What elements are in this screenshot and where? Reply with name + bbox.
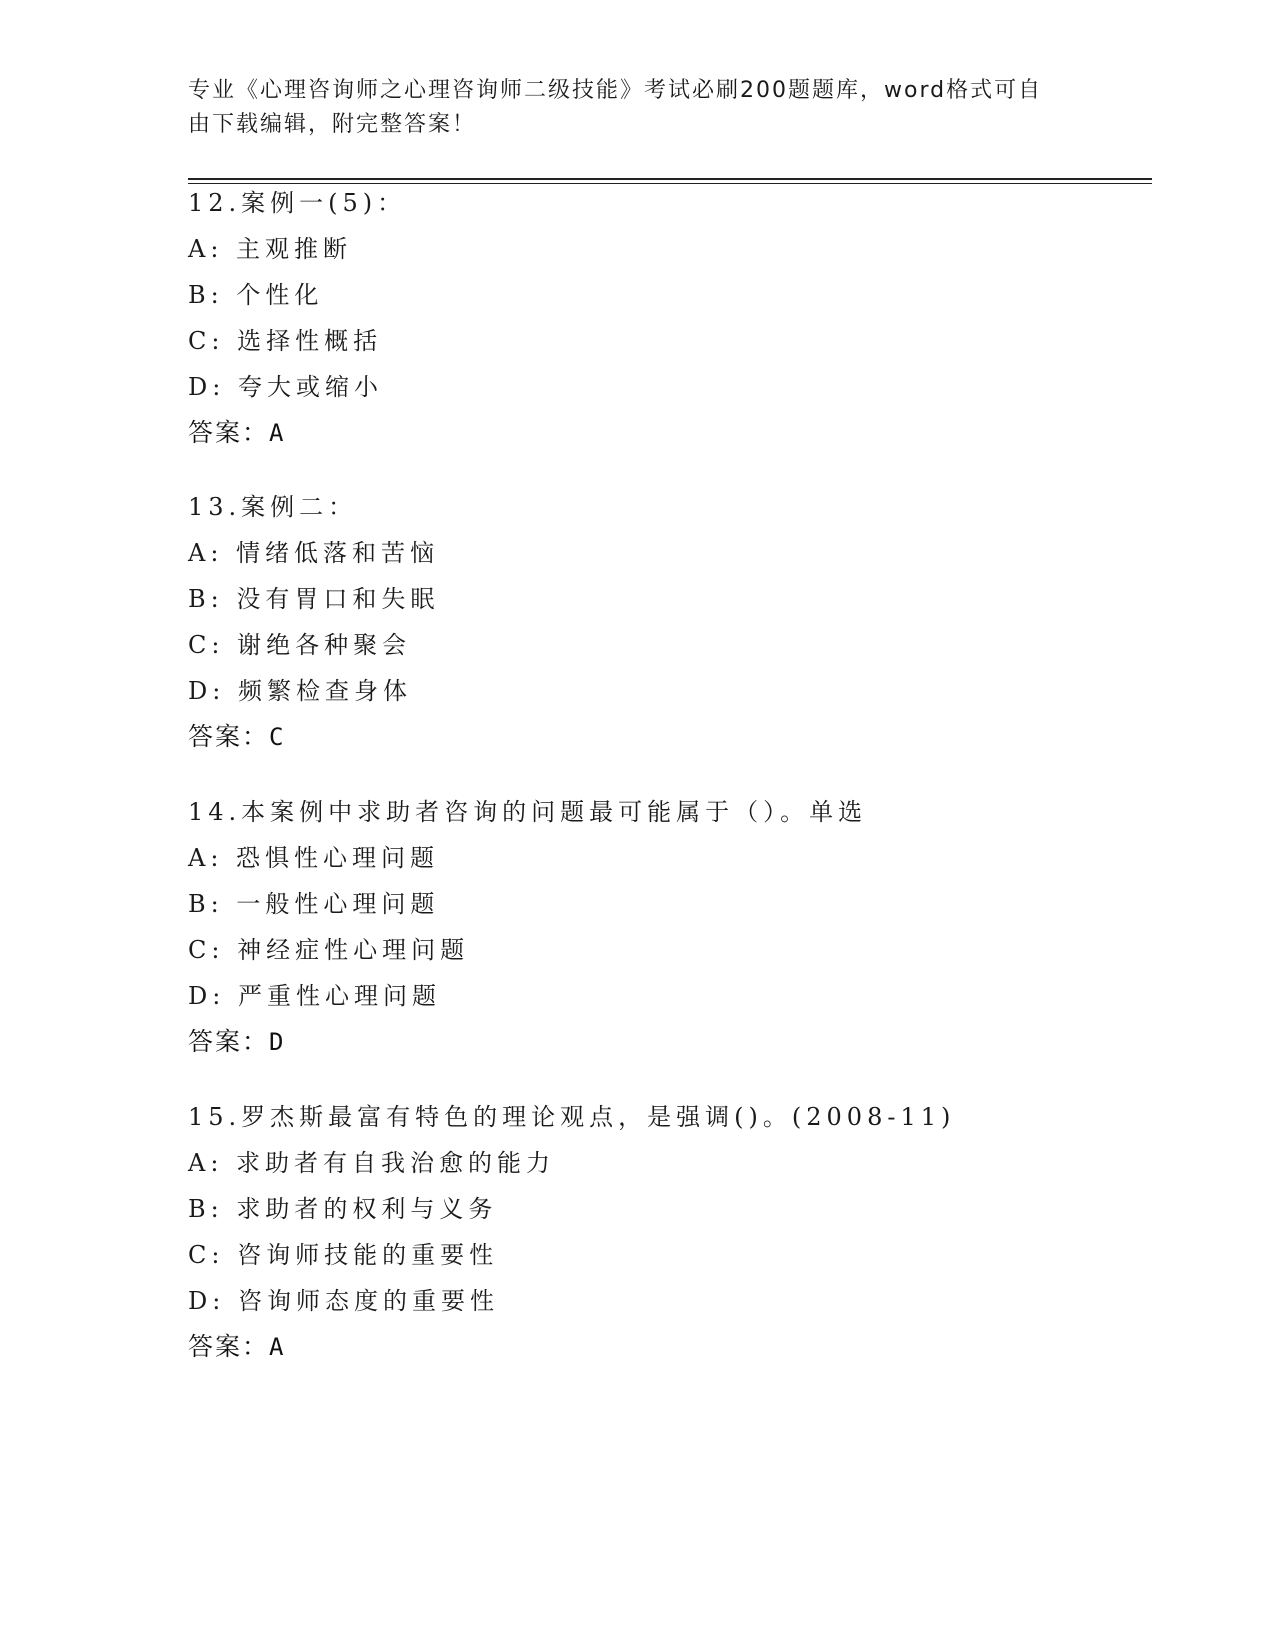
question-15 — [188, 1094, 1148, 1370]
answer-label: 答案： — [188, 418, 270, 447]
answer-value: A — [269, 419, 286, 447]
answer-line — [188, 410, 1148, 456]
answer-value: A — [269, 1333, 286, 1361]
option-c: C: 咨询师技能的重要性 — [188, 1241, 499, 1269]
option-d: D: 咨询师态度的重要性 — [188, 1287, 499, 1315]
option-c: C: 神经症性心理问题 — [188, 936, 470, 964]
answer-value: C — [269, 723, 286, 751]
answer-value: D — [269, 1028, 286, 1056]
answer-line — [188, 714, 1148, 760]
option-b: B: 一般性心理问题 — [188, 890, 440, 918]
answer-label: 答案： — [188, 722, 270, 751]
question-stem: 14.本案例中求助者咨询的问题最可能属于（）。单选 — [188, 798, 868, 826]
option-c: C: 选择性概括 — [188, 327, 383, 355]
option-b: B: 没有胃口和失眠 — [188, 585, 440, 613]
answer-line — [188, 1324, 1148, 1370]
option-d: D: 频繁检查身体 — [188, 677, 412, 705]
question-stem: 13.案例二： — [188, 493, 358, 521]
header-text-line-1: 专业《心理咨询师之心理咨询师二级技能》考试必刷200题题库，word格式可自 — [188, 78, 1043, 103]
question-stem: 12.案例一(5)： — [188, 189, 407, 217]
answer-label: 答案： — [188, 1027, 270, 1056]
document-header — [188, 74, 1068, 142]
option-a: A: 恐惧性心理问题 — [188, 844, 440, 872]
option-b: B: 个性化 — [188, 281, 324, 309]
answer-label: 答案： — [188, 1332, 270, 1361]
option-d: D: 严重性心理问题 — [188, 982, 441, 1010]
question-13 — [188, 484, 1148, 760]
answer-line — [188, 1019, 1148, 1065]
header-text-line-2: 由下载编辑，附完整答案！ — [188, 112, 477, 137]
question-stem: 15.罗杰斯最富有特色的理论观点，是强调()。(2008-11) — [188, 1103, 956, 1131]
option-a: A: 求助者有自我治愈的能力 — [188, 1149, 556, 1177]
option-d: D: 夸大或缩小 — [188, 373, 383, 401]
option-a: A: 主观推断 — [188, 235, 353, 263]
question-14 — [188, 789, 1148, 1065]
question-12 — [188, 180, 1148, 456]
option-b: B: 求助者的权利与义务 — [188, 1195, 498, 1223]
option-c: C: 谢绝各种聚会 — [188, 631, 412, 659]
option-a: A: 情绪低落和苦恼 — [188, 539, 440, 567]
